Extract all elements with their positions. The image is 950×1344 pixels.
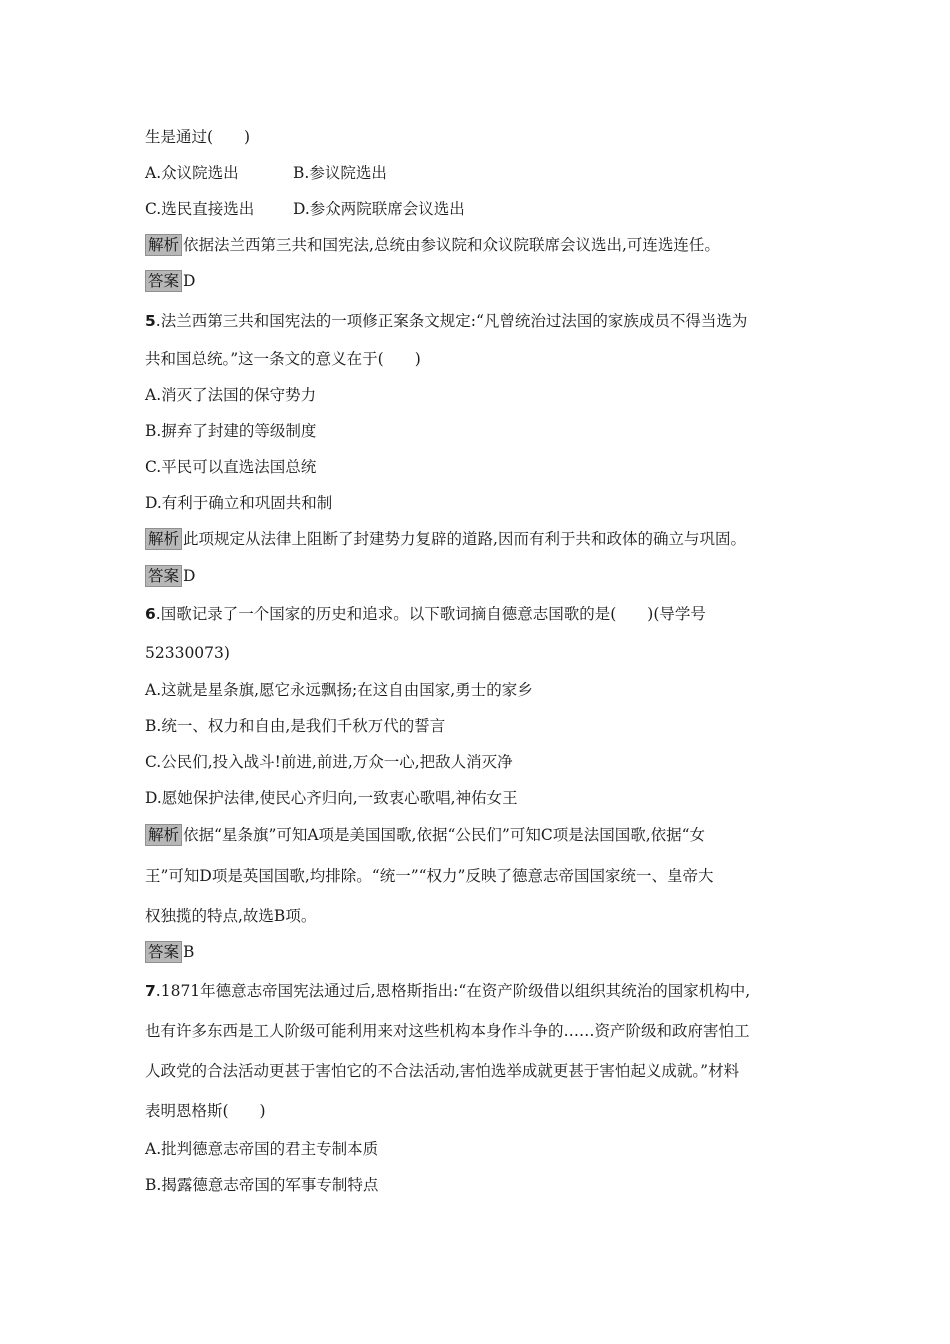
q6-answer-value: B (183, 943, 195, 961)
q6-analysis-text1: 依据“星条旗”可知A项是美国国歌,依据“公民们”可知C项是法国国歌,依据“女 (183, 826, 706, 844)
q6-analysis-line3: 权独揽的特点,故选B项。 (145, 907, 317, 925)
answer-label: 答案 (145, 270, 182, 292)
q5-answer (145, 565, 850, 587)
q4-options-row1 (145, 162, 850, 184)
q7-stem-line3: 人政党的合法活动更甚于害怕它的不合法活动,害怕选举成就更甚于害怕起义成就。”材料 (145, 1062, 740, 1080)
q4-analysis-text: 依据法兰西第三共和国宪法,总统由参议院和众议院联席会议选出,可连选连任。 (183, 236, 720, 254)
q6-number: 6 (145, 605, 156, 623)
q6-option-b: B.统一、权力和自由,是我们千秋万代的誓言 (145, 717, 446, 735)
q5-number: 5 (145, 312, 156, 330)
q6-stem-line1 (145, 603, 850, 625)
q4-option-b: B.参议院选出 (293, 164, 387, 182)
q7-stem-line4: 表明恩格斯( ) (145, 1102, 266, 1120)
q4-options-row2 (145, 198, 850, 220)
q6-analysis-line1 (145, 824, 850, 846)
q4-option-c: C.选民直接选出 (145, 200, 255, 218)
q6-option-a: A.这就是星条旗,愿它永远飘扬;在这自由国家,勇士的家乡 (145, 681, 533, 699)
q5-stem-line1 (145, 310, 850, 332)
q6-stem-line2: 52330073) (145, 644, 230, 662)
q5-option-c: C.平民可以直选法国总统 (145, 458, 317, 476)
q4-option-d: D.参众两院联席会议选出 (293, 200, 465, 218)
analysis-label: 解析 (145, 234, 182, 256)
q5-answer-value: D (183, 567, 196, 585)
answer-label: 答案 (145, 565, 182, 587)
q4-option-a: A.众议院选出 (145, 164, 239, 182)
q7-number: 7 (145, 982, 156, 1000)
q5-stem-line2: 共和国总统。”这一条文的意义在于( ) (145, 350, 421, 368)
q6-option-d: D.愿她保护法律,使民心齐归向,一致衷心歌唱,神佑女王 (145, 789, 518, 807)
q5-option-a: A.消灭了法国的保守势力 (145, 386, 317, 404)
q6-stem-text1: .国歌记录了一个国家的历史和追求。以下歌词摘自德意志国歌的是( )(导学号 (155, 605, 706, 623)
q5-option-b: B.摒弃了封建的等级制度 (145, 422, 317, 440)
q6-answer (145, 941, 850, 963)
q7-stem-line2: 也有许多东西是工人阶级可能利用来对这些机构本身作斗争的……资产阶级和政府害怕工 (145, 1022, 750, 1040)
q6-option-c: C.公民们,投入战斗!前进,前进,万众一心,把敌人消灭净 (145, 753, 513, 771)
q4-analysis (145, 234, 850, 256)
answer-label: 答案 (145, 941, 182, 963)
q5-analysis (145, 528, 850, 550)
q5-option-d: D.有利于确立和巩固共和制 (145, 494, 333, 512)
q7-option-b: B.揭露德意志帝国的军事专制特点 (145, 1176, 379, 1194)
q7-stem-text1: .1871年德意志帝国宪法通过后,恩格斯指出:“在资产阶级借以组织其统治的国家机构中, (155, 982, 751, 1000)
analysis-label: 解析 (145, 528, 182, 550)
q4-answer-value: D (183, 272, 196, 290)
q7-stem-line1 (145, 980, 850, 1002)
q5-analysis-text: 此项规定从法律上阻断了封建势力复辟的道路,因而有利于共和政体的确立与巩固。 (183, 530, 746, 548)
q4-stem-tail: 生是通过( ) (145, 128, 251, 146)
q6-analysis-line2: 王”可知D项是英国国歌,均排除。“统一”“权力”反映了德意志帝国国家统一、皇帝大 (145, 867, 714, 885)
q5-stem-text1: .法兰西第三共和国宪法的一项修正案条文规定:“凡曾统治过法国的家族成员不得当选为 (155, 312, 748, 330)
analysis-label: 解析 (145, 824, 182, 846)
q4-answer (145, 270, 850, 292)
q7-option-a: A.批判德意志帝国的君主专制本质 (145, 1140, 379, 1158)
